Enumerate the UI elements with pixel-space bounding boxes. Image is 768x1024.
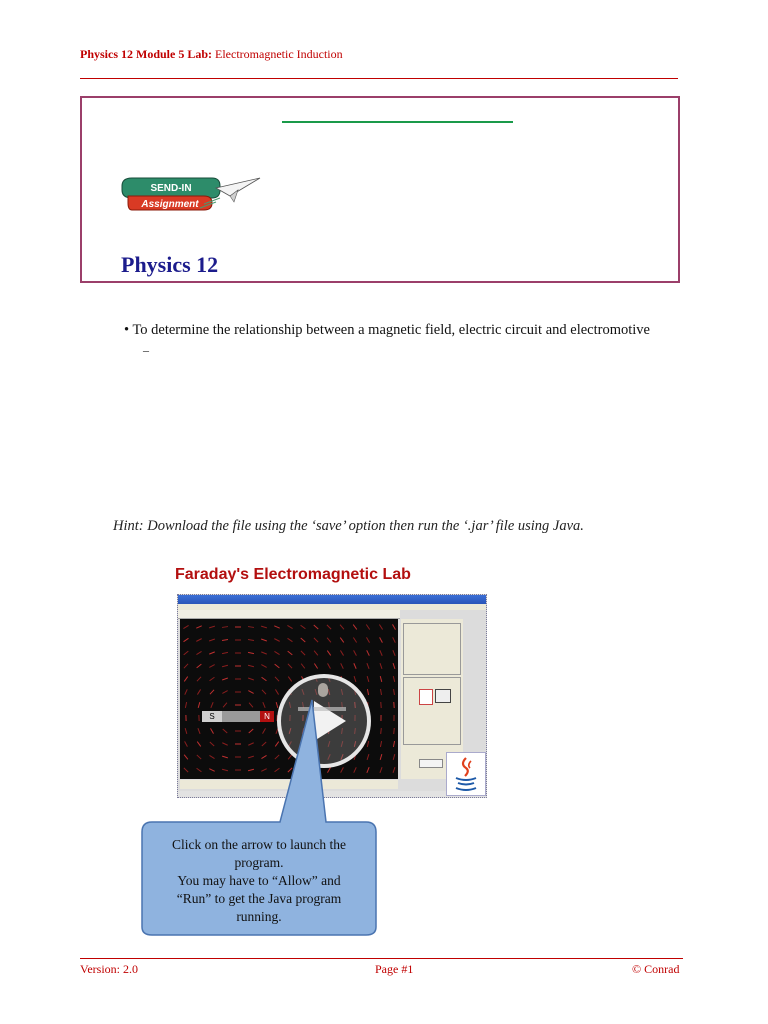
logo-line-2: Assignment <box>141 199 199 210</box>
field-arrow <box>380 650 382 655</box>
field-arrow <box>288 651 293 655</box>
footer-divider <box>80 958 683 959</box>
header-topic: Electromagnetic Induction <box>212 47 343 61</box>
field-arrow <box>341 663 344 668</box>
field-arrow <box>209 665 214 668</box>
callout-text <box>146 836 372 926</box>
callout-line: “Run” to get the Java program <box>176 891 342 906</box>
field-arrow <box>354 650 357 655</box>
field-arrow <box>261 665 266 668</box>
field-arrow <box>248 691 253 694</box>
field-arrow <box>261 639 267 641</box>
field-arrow <box>196 626 201 628</box>
field-arrow <box>340 650 343 655</box>
title-accent-line <box>282 121 513 123</box>
objective-bullet: • To determine the relationship between a magnetic field, electric circuit and electromotive <box>124 322 650 338</box>
field-arrow <box>301 651 305 655</box>
field-arrow <box>274 639 279 642</box>
field-arrow <box>393 637 396 642</box>
field-arrow <box>261 626 267 628</box>
field-arrow <box>380 676 382 682</box>
field-arrow <box>381 728 382 734</box>
field-arrow <box>301 664 305 669</box>
field-arrow <box>314 663 317 668</box>
header-divider <box>80 78 678 79</box>
field-arrow <box>327 625 331 629</box>
field-arrow <box>209 652 215 654</box>
objective-continuation: – <box>143 343 149 357</box>
magnet-south-pole: S <box>202 711 222 722</box>
applet-title: Faraday's Electromagnetic Lab <box>175 566 411 583</box>
callout-line: Click on the arrow to launch the <box>172 837 346 852</box>
field-arrow <box>222 652 228 653</box>
field-arrow <box>367 663 369 669</box>
callout-line: program. <box>234 855 284 870</box>
field-arrow <box>184 651 189 655</box>
field-arrow <box>340 625 344 630</box>
field-arrow <box>209 639 215 641</box>
field-arrow <box>248 627 254 628</box>
field-arrow <box>301 625 306 629</box>
field-arrow <box>197 664 202 668</box>
field-arrow <box>183 625 188 628</box>
field-arrow <box>184 664 188 668</box>
logo-line-1: SEND-IN <box>150 183 192 194</box>
field-arrow <box>380 767 382 773</box>
field-arrow <box>197 677 201 681</box>
applet-window-titlebar <box>178 595 486 604</box>
field-arrow <box>379 624 382 629</box>
footer-copyright: © Conrad <box>632 962 680 976</box>
field-arrow <box>222 691 227 694</box>
field-arrow <box>248 665 254 667</box>
field-arrow <box>248 678 254 680</box>
field-arrow <box>367 650 370 655</box>
field-arrow <box>393 676 394 682</box>
field-arrow <box>393 624 396 629</box>
field-arrow <box>185 689 188 694</box>
course-title: Physics 12 <box>121 252 219 277</box>
reset-all-button[interactable] <box>419 759 443 768</box>
field-arrow <box>222 678 228 680</box>
callout-line: running. <box>236 909 282 924</box>
field-arrow <box>380 754 382 760</box>
field-arrow <box>393 650 395 656</box>
field-arrow <box>366 637 369 642</box>
voltmeter-indicator-icon <box>435 689 451 703</box>
field-arrow <box>210 690 214 694</box>
field-arrow <box>394 728 395 734</box>
header-module: Physics 12 Module 5 Lab: <box>80 47 213 61</box>
field-arrow <box>381 689 382 695</box>
field-arrow <box>261 652 267 654</box>
field-arrow <box>248 639 254 640</box>
hint-text: Hint: Download the file using the ‘save’ option then run the ‘.jar’ file using Java. <box>113 518 584 534</box>
field-arrow <box>196 639 201 642</box>
field-arrow <box>354 663 356 669</box>
field-arrow <box>274 626 279 628</box>
field-arrow <box>287 625 292 628</box>
field-arrow <box>184 677 187 682</box>
field-arrow <box>274 651 279 654</box>
footer-version: Version: 2.0 <box>80 962 138 976</box>
field-arrow <box>196 651 201 654</box>
field-arrow <box>262 677 267 680</box>
field-arrow <box>393 741 394 747</box>
lightbulb-indicator-icon <box>419 689 433 705</box>
field-arrow <box>314 625 319 629</box>
bar-magnet-panel <box>403 623 461 675</box>
field-arrow <box>209 626 215 628</box>
field-arrow <box>301 638 306 642</box>
field-arrow <box>288 638 293 641</box>
field-arrow <box>353 637 356 642</box>
field-arrow <box>288 664 292 668</box>
field-arrow <box>393 663 395 669</box>
field-arrow <box>380 741 381 747</box>
field-arrow <box>275 664 280 668</box>
document-header <box>80 47 343 62</box>
footer-page-number: Page #1 <box>375 962 414 976</box>
field-arrow <box>222 639 228 640</box>
field-arrow <box>222 627 228 628</box>
field-arrow <box>394 689 395 695</box>
pickup-coil-panel <box>403 677 461 745</box>
field-arrow <box>314 638 318 642</box>
field-arrow <box>314 651 318 656</box>
magnet-north-pole: N <box>260 711 274 722</box>
field-arrow <box>184 638 189 641</box>
field-arrow <box>328 663 331 668</box>
field-arrow <box>262 690 266 694</box>
field-arrow <box>210 677 215 680</box>
field-arrow <box>380 637 383 642</box>
field-arrow <box>380 663 382 669</box>
field-arrow <box>366 625 369 630</box>
send-in-assignment-logo <box>120 174 262 214</box>
field-arrow <box>393 754 395 760</box>
field-arrow <box>340 638 344 643</box>
java-logo-icon <box>446 752 486 796</box>
callout-line: You may have to “Allow” and <box>177 873 341 888</box>
field-arrow <box>327 638 331 643</box>
field-arrow <box>248 652 254 653</box>
applet-tabs <box>178 610 400 619</box>
field-arrow <box>222 665 228 667</box>
field-arrow <box>393 767 395 773</box>
field-arrow <box>353 625 357 630</box>
field-arrow <box>197 689 200 694</box>
field-arrow <box>327 651 330 656</box>
